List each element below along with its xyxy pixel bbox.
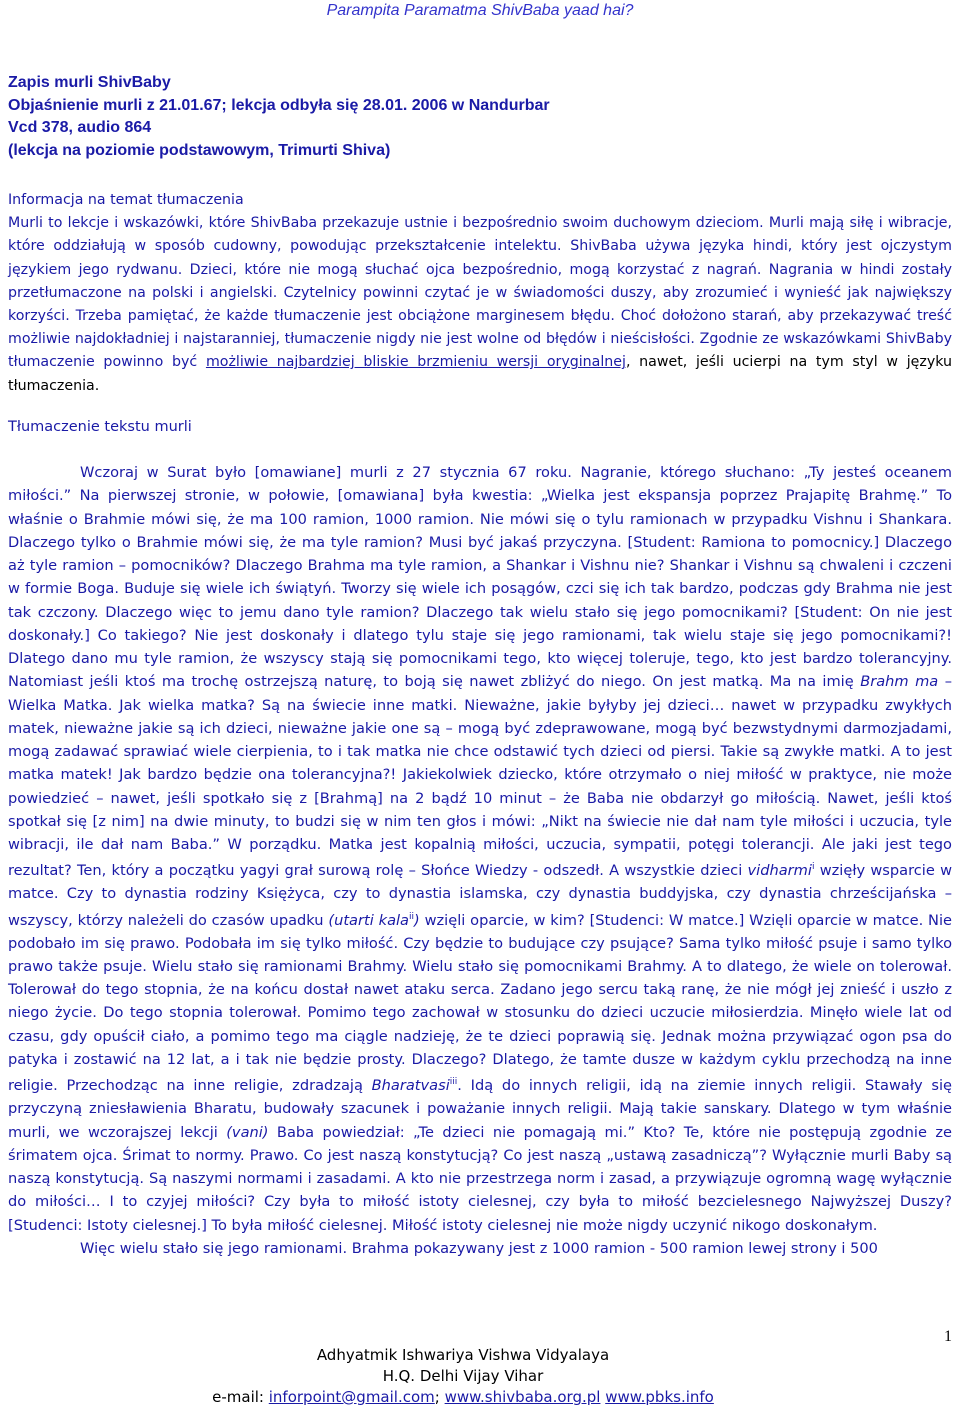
info-text: Murli to lekcje i wskazówki, które ShivBaba przekazuje ustnie i bezpośrednio swoim duchowym dzieciom. Murli mają siłę i wibracje, które oddziałują w sposób cudowny, powodując przekształcenie intelektu. ShivBaba używa języka hindi, który jest ojczystym językiem jego rydwanu. Dzieci, które nie mogą słuchać ojca bezpośrednio, mogą korzystać z nagrań. Nagrania w hindi zostały przetłumaczone na polski i angielski. Czytelnicy powinni czytać je w świadomości duszy, aby zrozumieć i wynieść jak największy korzyści. Trzeba pamiętać, że każde tłumaczenie jest obciążone marginesem błędu. Choć dołożono starań, aby przekazywać treść możliwie najdokładniej i najstaranniej, tłumaczenie nigdy nie jest wolne od błędów i nieścisłości. Zgodnie ze wskazówkami ShivBaby tłumaczenie powinno być xyxy=(8,215,952,371)
body-italic-term: ) xyxy=(414,911,420,929)
footnote-marker[interactable]: ii xyxy=(409,911,415,922)
footer-separator: ; xyxy=(434,1388,445,1406)
footer-email-label: e-mail: xyxy=(212,1388,269,1406)
footer-org: Adhyatmik Ishwariya Vishwa Vidyalaya xyxy=(316,1346,610,1364)
body-text-run: . Idą do innych religii, idą na ziemie innych religii. Stawały się przyczyną zniesławienia Bharatu, budowały szacunek i poważanie innych religii. Mają takie sanskary. Dlatego w tym właśnie murli, we wczorajszej lekcji xyxy=(8,1077,952,1141)
page-footer xyxy=(0,1345,926,1408)
website-link-shivbaba[interactable]: www.shivbaba.org.pl xyxy=(444,1388,601,1406)
section-heading: Tłumaczenie tekstu murli xyxy=(8,419,192,435)
body-italic-term: Bharatvasi xyxy=(371,1077,450,1095)
murli-translation-body xyxy=(8,461,952,1260)
body-italic-term: (utarti kala xyxy=(328,911,410,929)
title-line: (lekcja na poziomie podstawowym, Trimurti Shiva) xyxy=(8,141,391,159)
body-paragraph: Więc wielu stało się jego ramionami. Brahma pokazywany jest z 1000 ramion - 500 ramion lewej strony i 500 xyxy=(80,1239,878,1257)
title-line: Vcd 378, audio 864 xyxy=(8,119,152,136)
transcript-title-block xyxy=(8,72,952,162)
body-text-run: – Wielka Matka. Jak wielka matka? Są na świecie inne matki. Nieważne, jakie byłyby jej dzieci… nawet w przypadku zwykłych matek, nieważne jakie są ich dzieci, nieważne jakie one są – mogą być zdeprawowane, mogą być bezwstydnymi darmozjadami, mogą zadawać sprawiać wiele cierpienia, to i tak matka nie chce odstawić tych dzieci od piersi. Takie są zwykłe matki. A to jest matka matek! Jak bardzo będzie ona tolerancyjna?! Jakiekolwiek dziecko, które otrzymało o niej miłość w praktyce, nie może powiedzieć – nawet, jeśli spotkało się z [Brahmą] na 2 bądź 10 minut – że Baba nie obdarzył go miłością. Nawet, jeśli ktoś spotkał się [z nim] na dwie minuty, to budzi się w nim ten głos i mówi: „Nikt na świecie nie dał nam tyle miłości i uczucia, tyle wibracji, ile dał nam Baba.” W porządku. Matka jest kopalnią miłości, uczucia, sympatii, potęgi tolerancji. Ale jaki jest tego rezultat? Ten, który a początku yagyi grał surową rolę – Słońce Wiedzy - odszedł. A wszystkie dzieci xyxy=(8,673,952,880)
email-link[interactable]: inforpoint@gmail.com xyxy=(268,1388,435,1406)
footer-contact xyxy=(0,1387,926,1408)
body-text-run: wzięli oparcie, w kim? [Studenci: W matce.] Wzięli oparcie w matce. Nie podobało im się prawo. Podobała im się tylko miłość. Czy będzie to budujące czy psujące? Sama tylko miłość psuje i samo tylko prawo także psuje. Wielu stało się ramionami Brahmy. Wielu stało się pomocnikami Brahmy. A to dlatego, że wiele on tolerował. Tolerował do tego stopnia, że na końcu dostał nawet ataku serca. Zadano jego sercu taką ranę, że nie mógł jej znieść i uszło z niego życie. Do tego stopnia tolerował. Pomimo tego zachował w stosunku do dzieci uczucie miłosierdzia. Minęło wiele lat od czasu, gdy opuścił ciało, a pomimo tego ma ciągle nadzieję, że te dzieci poprawią się. Jednak można przywiązać ogon psa do patyka i zostawić na 12 lat, a i tak nie będzie prosty. Dlaczego? Dlatego, że tamte dusze w każdym cyklu przechodzą na inne religie. Przechodząc na inne religie, zdradzają xyxy=(8,911,952,1095)
title-line: Zapis murli ShivBaby xyxy=(8,74,171,91)
translation-info-heading: Informacja na temat tłumaczenia xyxy=(8,192,244,208)
body-text-run: Wczoraj w Surat było [omawiane] murli z 27 stycznia 67 roku. Nagranie, którego słuchano: „Ty jesteś oceanem miłości.” Na pierwszej stronie, w połowie, [omawiana] była kwestia: „Wielka jest ekspansja poprzez Prajapitę Brahmę.” To właśnie o Brahmie mówi się, że ma 100 ramion, 1000 ramion. Nie mówi się o tylu ramionach w przypadku Vishnu i Shankara. Dlaczego tylko o Brahmie mówi się, że ma tyle ramion? Musi być jakaś przyczyna. [Student: Ramiona to pomocnicy.] Dlaczego aż tyle ramion – pomocników? Dlaczego Brahma ma tyle ramion, a Shankar i Vishnu nie? Shankar i Vishnu są chwaleni i czczeni w formie Boga. Buduje się wiele ich świątyń. Tworzy się wiele ich posągów, czci się ich tak bardzo, podczas gdy Brahma nie jest tak czczony. Dlaczego więc to jemu dano tyle ramion? Dlaczego tak wielu stało się jego pomocnikami? [Student: On nie jest doskonały.] Co takiego? Nie jest doskonały i dlatego tylu staje się jego ramionami, tak wielu staje się jego pomocnikami?! Dlatego dano mu tyle ramion, że wszyscy stają się pomocnikami tego, kto więcej toleruje, tego, kto jest bardzo tolerancyjny. Natomiast jeśli ktoś ma trochę ostrzejszą naturę, to boją się nawet zbliżyć do niego. On jest matką. Ma na imię xyxy=(8,464,952,691)
body-paragraph xyxy=(8,461,952,1237)
translation-info-section xyxy=(8,189,952,398)
body-text-run: wzięły wsparcie w matce. Czy to dynastia rodziny Księżyca, czy to dynastia islamska, czy dynastia buddyjska, czy dynastia chrześcijańska – wszyscy, którzy należeli do czasów upadku xyxy=(8,862,953,929)
page-header-title: Parampita Paramatma ShivBaba yaad hai? xyxy=(326,2,634,19)
page-number: 1 xyxy=(944,1328,952,1345)
footnote-marker[interactable]: iii xyxy=(449,1077,458,1088)
body-italic-term: vidharmi xyxy=(747,862,812,880)
footer-hq: H.Q. Delhi Vijay Vihar xyxy=(382,1367,544,1385)
body-text-run: Baba powiedział: „Te dzieci nie pomagają mi.” Kto? Te, które nie postępują zgodnie ze śrimatem ojca. Śrimat to normy. Prawo. Co jest naszą konstytucją? Co jest naszą „ustawą zasadniczą”? Wyłącznie murli Baby są naszą konstytucją. Są naszymi normami i zasadami. A kto nie przestrzega norm i zasad, a przywiązuje ogromną wagę wyłącznie do miłości… I to czyjej miłości? Czy była to miłość istoty cielesnej, czy była to miłość bezcielesnego Najwyższej Duszy? [Studenci: Istoty cielesnej.] To była miłość cielesnej. Miłość istoty cielesnej nie może nigdy uczynić nikogo doskonałym. xyxy=(8,1123,952,1234)
title-line: Objaśnienie murli z 21.01.67; lekcja odbyła się 28.01. 2006 w Nandurbar xyxy=(8,96,550,114)
translation-info-paragraph xyxy=(8,212,952,398)
website-link-pbks[interactable]: www.pbks.info xyxy=(605,1388,714,1406)
info-text-end: , nawet, jeśli ucierpi na tym styl w języku tłumaczenia. xyxy=(8,354,952,394)
body-italic-term: Brahm ma xyxy=(860,673,939,691)
body-italic-term: (vani) xyxy=(226,1123,269,1141)
footnote-marker[interactable]: i xyxy=(811,862,815,873)
info-underlined-text: możliwie najbardziej bliskie brzmieniu wersji oryginalnej xyxy=(205,354,626,371)
